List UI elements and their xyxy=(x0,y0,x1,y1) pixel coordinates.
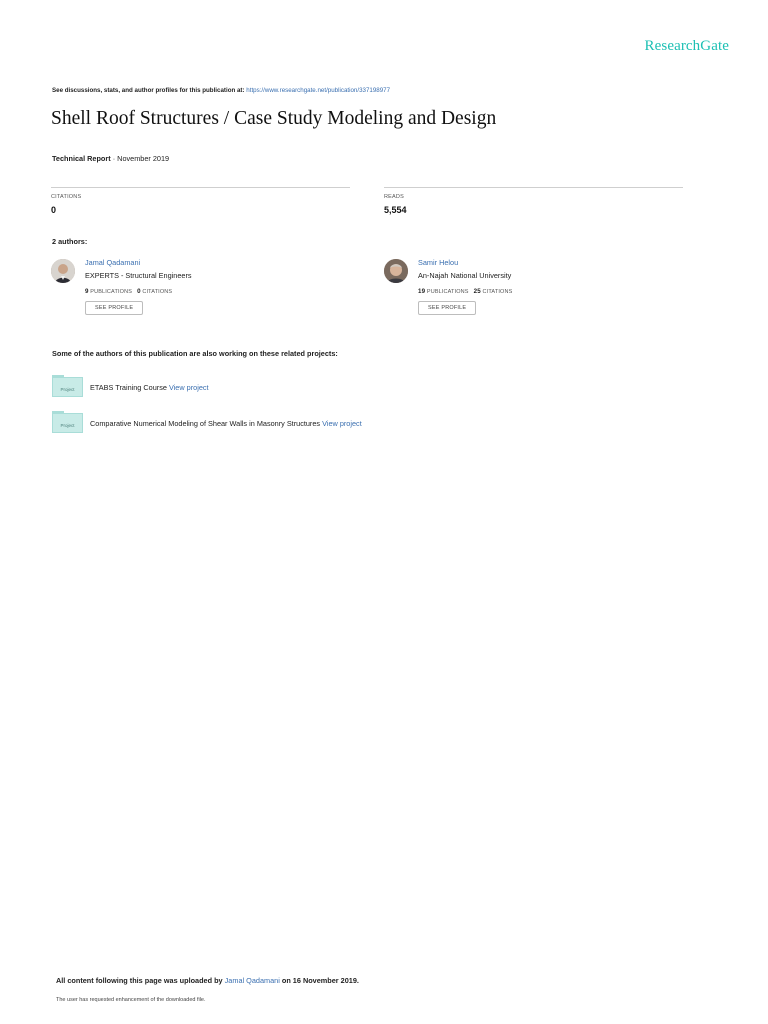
project-badge: Project xyxy=(52,413,83,433)
reads-value: 5,554 xyxy=(384,205,407,215)
project-text xyxy=(90,383,209,392)
author-name-link[interactable]: Samir Helou xyxy=(418,258,459,267)
publication-type: Technical Report xyxy=(52,154,111,163)
project-text xyxy=(90,419,362,428)
related-projects-heading: Some of the authors of this publication are also working on these related projects: xyxy=(52,349,338,358)
citations-stat xyxy=(51,187,350,215)
person-photo-icon xyxy=(384,259,408,283)
view-project-link[interactable]: View project xyxy=(322,419,362,428)
citations-label: CITATIONS xyxy=(142,289,173,295)
publications-count: 19 xyxy=(418,288,426,295)
author-avatar[interactable] xyxy=(384,259,408,283)
view-project-link[interactable]: View project xyxy=(168,383,209,392)
footer-suffix: on 16 November 2019. xyxy=(281,976,359,985)
reads-label: READS xyxy=(384,194,404,200)
author-affiliation: EXPERTS - Structural Engineers xyxy=(85,271,192,280)
publications-count: 9 xyxy=(85,288,89,295)
separator-dot: · xyxy=(112,154,116,163)
author-affiliation: An-Najah National University xyxy=(418,271,512,280)
citations-label: CITATIONS xyxy=(51,194,82,200)
publication-title: Shell Roof Structures / Case Study Modeling and Design xyxy=(51,108,497,129)
publication-date: November 2019 xyxy=(117,154,170,163)
publication-url-link[interactable]: https://www.researchgate.net/publication/337198977 xyxy=(246,87,391,94)
author-name-link[interactable]: Jamal Qadamani xyxy=(85,258,141,267)
project-badge: Project xyxy=(52,377,83,397)
authors-heading: 2 authors: xyxy=(52,237,88,246)
enhancement-note: The user has requested enhancement of the downloaded file. xyxy=(56,997,206,1003)
citations-count: 0 xyxy=(137,288,141,295)
author-stats xyxy=(418,288,512,295)
publication-type-date xyxy=(52,154,169,163)
reads-stat xyxy=(384,187,683,215)
see-profile-button[interactable]: SEE PROFILE xyxy=(418,301,476,315)
author-card xyxy=(384,258,674,328)
researchgate-logo[interactable]: ResearchGate xyxy=(644,38,729,54)
upload-footer xyxy=(56,976,359,985)
project-folder-icon[interactable] xyxy=(52,411,83,433)
author-card xyxy=(51,258,341,328)
project-title: Comparative Numerical Modeling of Shear Walls in Masonry Structures xyxy=(90,419,321,428)
author-stats xyxy=(85,288,192,295)
project-folder-icon[interactable] xyxy=(52,375,83,397)
citations-value: 0 xyxy=(51,205,57,215)
see-profile-button[interactable]: SEE PROFILE xyxy=(85,301,143,315)
citations-label: CITATIONS xyxy=(482,289,513,295)
uploader-link[interactable]: Jamal Qadamani xyxy=(224,976,280,985)
publications-label: PUBLICATIONS xyxy=(426,289,469,295)
publications-label: PUBLICATIONS xyxy=(90,289,133,295)
project-title: ETABS Training Course xyxy=(90,383,167,392)
discussions-line xyxy=(52,87,390,94)
person-photo-icon xyxy=(51,259,75,283)
footer-prefix: All content following this page was uploaded by xyxy=(56,976,223,985)
author-avatar[interactable] xyxy=(51,259,75,283)
discussions-text: See discussions, stats, and author profiles for this publication at: xyxy=(52,87,245,94)
citations-count: 25 xyxy=(473,288,481,295)
